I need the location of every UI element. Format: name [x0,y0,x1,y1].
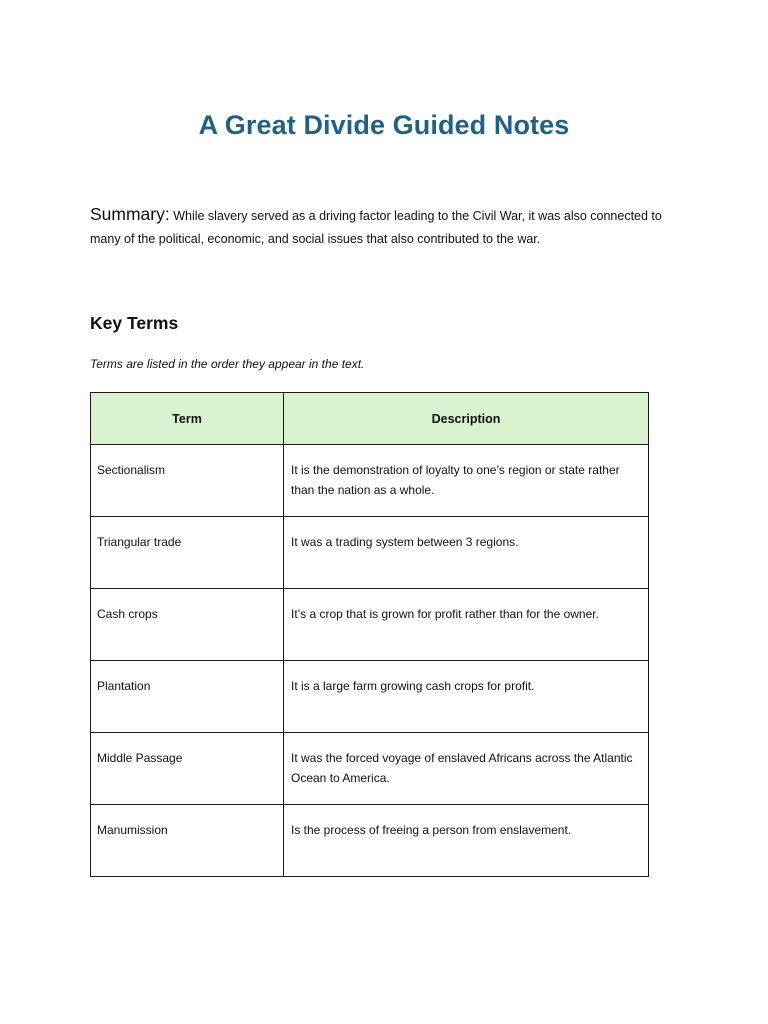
summary-paragraph [90,203,680,251]
description-cell: Is the process of freeing a person from enslavement. [284,805,649,877]
description-cell: It is a large farm growing cash crops for profit. [284,661,649,733]
key-terms-table [90,392,649,877]
term-cell: Manumission [91,805,284,877]
term-cell: Cash crops [91,589,284,661]
table-row [91,733,649,805]
term-cell: Middle Passage [91,733,284,805]
page-title: A Great Divide Guided Notes [198,110,570,140]
table-row [91,661,649,733]
description-cell: It’s a crop that is grown for profit rather than for the owner. [284,589,649,661]
table-row [91,589,649,661]
table-header-row [91,393,649,445]
term-cell: Plantation [91,661,284,733]
summary-label: Summary: [90,204,170,224]
term-cell: Triangular trade [91,517,284,589]
term-cell: Sectionalism [91,445,284,517]
description-cell: It was a trading system between 3 regions. [284,517,649,589]
summary-text: While slavery served as a driving factor leading to the Civil War, it was also connected to many of the political, economic, and social issues that also contributed to the war. [90,209,662,246]
terms-note: Terms are listed in the order they appear in the text. [90,357,365,371]
table-row [91,445,649,517]
description-cell: It is the demonstration of loyalty to one’s region or state rather than the nation as a whole. [284,445,649,517]
key-terms-heading: Key Terms [90,313,179,333]
column-header-description: Description [284,393,649,445]
column-header-term: Term [91,393,284,445]
table-row [91,517,649,589]
description-cell: It was the forced voyage of enslaved Africans across the Atlantic Ocean to America. [284,733,649,805]
table-row [91,805,649,877]
